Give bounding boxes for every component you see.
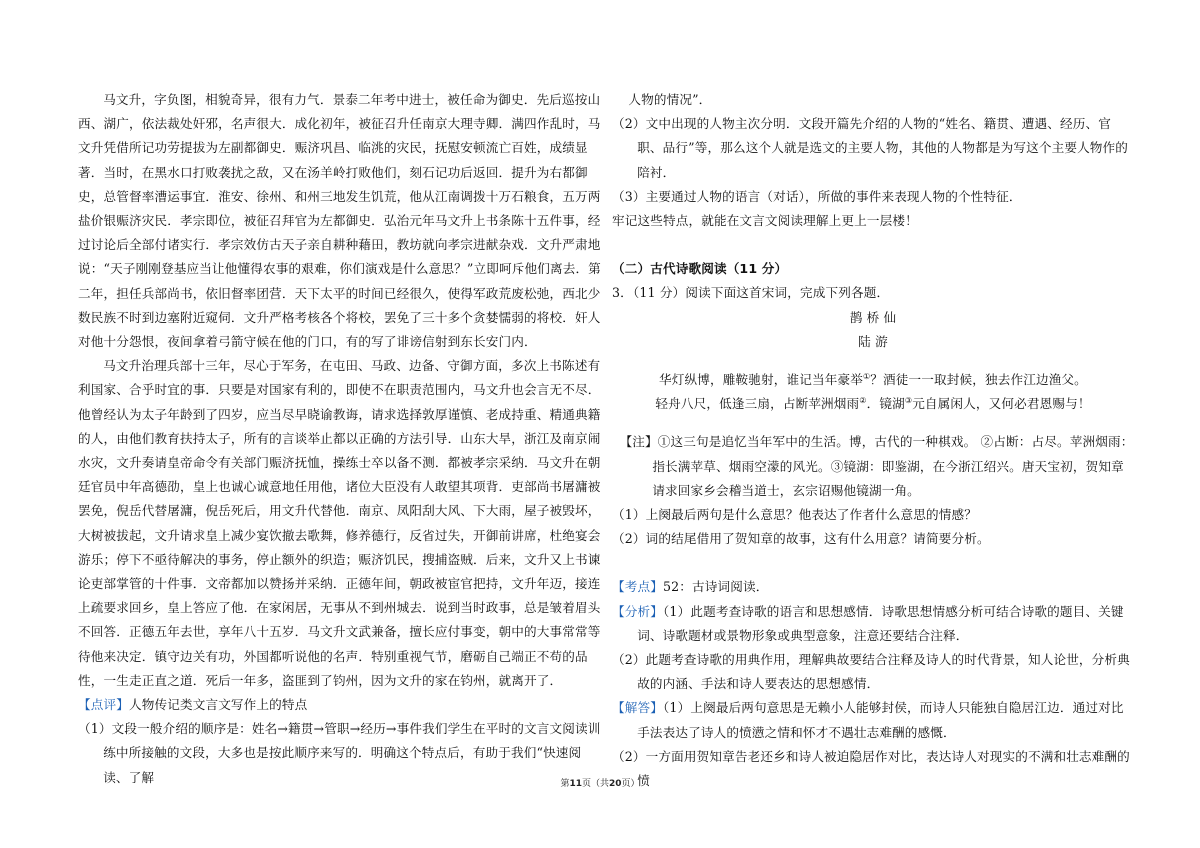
poem-line-2-part-b: ．镜湖 bbox=[866, 396, 905, 412]
review-heading bbox=[78, 693, 602, 717]
kaodian bbox=[612, 575, 1134, 599]
kaodian-tag: 【考点】 bbox=[612, 579, 663, 595]
footnote-marker-1: ① bbox=[862, 371, 871, 381]
question-text: （11 分）阅读下面这首宋词，完成下列各题． bbox=[632, 285, 890, 301]
fenxi-tag: 【分析】 bbox=[612, 603, 663, 619]
jieda-tag: 【解答】 bbox=[612, 700, 663, 716]
kaodian-text: 52：古诗词阅读． bbox=[662, 579, 769, 595]
question-3 bbox=[612, 281, 1134, 305]
jieda bbox=[612, 696, 1134, 744]
biography-paragraph-1: 马文升，字负图，相貌奇异，很有力气．景泰二年考中进士，被任命为御史．先后巡按山西、湖广，依法裁处奸邪，名声很大．成化初年，被征召升任南京大理寺卿．满四作乱时，马文升凭借所记功劳提拔为左副都御史．赈济巩昌、临洮的灾民，抚慰安顿流亡百姓，成绩显著．当时，在黑水口打败袭扰之敌，又在汤羊岭打败他们，刻石记功后返回．提升为右都御史，总管督率漕运事宜．淮安、徐州、和州三地发生饥荒，他从江南调拨十万石粮食，五万两盐价银赈济灾民．孝宗即位，被征召拜官为左都御史．弘治元年马文升上书条陈十五件事，经过讨论后全部付诸实行．孝宗效仿古天子亲自耕种藉田，教坊就向孝宗进献杂戏．文升严肃地说：“天子刚刚登基应当让他懂得农事的艰难，你们演戏是什么意思？”立即呵斥他们离去．第二年，担任兵部尚书，依旧督率团营．天下太平的时间已经很久，使得军政荒废松弛，西北少数民族不时到边塞附近窥伺．文升严格考核各个将校，罢免了三十多个贪婪懦弱的将校．奸人对他十分怨恨，夜间拿着弓箭守候在他的门口，有的写了诽谤信射到东长安门内． bbox=[78, 92, 601, 350]
review-title: 人物传记类文言文写作上的特点 bbox=[128, 697, 308, 713]
review-point-3: （3）主要通过人物的语言（对话），所做的事件来表现人物的个性特征． bbox=[612, 188, 1022, 204]
poem-line-2-part-a: 轻舟八尺，低逢三扇，占断苹洲烟雨 bbox=[655, 396, 860, 412]
page-footer bbox=[0, 776, 1200, 789]
poem-title: 鹊 桥 仙 bbox=[849, 309, 897, 325]
fenxi-text: （1）此题考查诗歌的语言和思想感情．诗歌思想情感分析可结合诗歌的题目、关键词、诗歌题材或景物形象或典型意象，注意还要结合注释． bbox=[637, 603, 1124, 643]
review-summary: 牢记这些特点，就能在文言文阅读理解上更上一层楼！ bbox=[612, 213, 918, 229]
question-number: 3． bbox=[612, 285, 633, 301]
jieda-2: （2）一方面用贺知章告老还乡和诗人被迫隐居作对比，表达诗人对现实的不满和壮志难酬的愤 bbox=[612, 748, 1130, 789]
sub-question-1: （1）上阕最后两句是什么意思？他表达了作者什么意思的情感？ bbox=[612, 507, 977, 523]
section-title: （二）古代诗歌阅读（11 分） bbox=[612, 261, 788, 277]
footnote-marker-3: ③ bbox=[904, 396, 913, 406]
poem-note: 【注】①这三句是追忆当年军中的生活。博，古代的一种棋戏。 ②占断：占尽。苹洲烟雨：指长满苹草、烟雨空濛的风光。③镜湖：即鉴湖，在今浙江绍兴。唐天宝初，贺知章请求回家乡会稽当道士，玄宗诏赐他镜湖一角。 bbox=[619, 434, 1134, 498]
review-point-1-continued: 人物的情况”． bbox=[628, 92, 712, 107]
poem-line-2-part-c: 元自属闲人，又何必君恩赐与！ bbox=[912, 396, 1091, 412]
review-point-1: （1）文段一般介绍的顺序是：姓名→籍贯→管职→经历→事件我们学生在平时的文言文阅读训练中所接触的文段，大多也是按此顺序来写的．明确这个特点后，有助于我们“快速阅读、了解 bbox=[78, 721, 601, 785]
jieda-text: （1）上阕最后两句意思是无赖小人能够封侯，而诗人只能独自隐居江边．通过对比手法表达了诗人的愤懑之情和怀才不遇壮志难酬的感慨． bbox=[637, 700, 1124, 740]
poem-line-2 bbox=[612, 392, 1134, 416]
footer-middle: 页（共 bbox=[581, 779, 609, 789]
footer-prefix: 第 bbox=[560, 779, 570, 789]
footer-suffix: 页） bbox=[621, 779, 640, 789]
left-column bbox=[78, 88, 602, 790]
right-column bbox=[612, 88, 1134, 793]
footnote-marker-2: ② bbox=[859, 396, 867, 406]
biography-paragraph-2: 马文升治理兵部十三年，尽心于军务，在屯田、马政、边备、守御方面，多次上书陈述有利国家、合乎时宜的事．只要是对国家有利的，即使不在职责范围内，马文升也会言无不尽．他曾经认为太子年龄到了四岁，应当尽早晓谕教诲，请求选择敦厚谨慎、老成持重、精通典籍的人，由他们教育扶持太子，所有的言谈举止都以正确的方法引导．山东大旱，浙江及南京闹水灾，文升奏请皇帝命令有关部门赈济抚恤，操练士卒以备不测．都被孝宗采纳．马文升在朝廷官员中年高德劭，皇上也诚心诚意地任用他，诸位大臣没有人敢望其项背．吏部尚书屠滽被罢免，倪岳代替屠滽，倪岳死后，用文升代替他．南京、凤阳刮大风、下大雨，屋子被毁坏，大树被拔起，文升请求皇上减少宴饮撤去歌舞，修养德行，反省过失，开御前讲席，杜绝宴会游乐；停下不亟待解决的事务，停止额外的织造；赈济饥民，搜捕盗贼．后来，文升又上书谏论吏部掌管的十件事．文帝都加以赞扬并采纳．正德年间，朝政被宦官把持，文升年迈，接连上疏要求回乡，皇上答应了他．在家闲居，无事从不到州城去．说到当时政事，总是皱着眉头不回答．正德五年去世，享年八十五岁．马文升文武兼备，擅长应付事变，朝中的大事常常等待他来决定．镇守边关有功，外国都听说他的名声．特别重视气节，磨砺自己端正不苟的品性，一生走正直之道．死后一年多，盗匪到了钧州，因为文升的家在钧州，就离开了． bbox=[78, 358, 601, 688]
poem-author: 陆 游 bbox=[858, 333, 888, 349]
total-pages: 20 bbox=[609, 779, 622, 789]
poem-line-1-part-a: 华灯纵博，雕鞍驰射，谁记当年豪举 bbox=[659, 372, 863, 388]
page-number: 11 bbox=[569, 779, 582, 789]
fenxi-2: （2）此题考查诗歌的用典作用，理解典故要结合注释及诗人的时代背景，知人论世，分析典故的内涵、手法和诗人要表达的思想感情． bbox=[612, 652, 1130, 692]
review-tag: 【点评】 bbox=[78, 697, 129, 713]
sub-question-2: （2）词的结尾借用了贺知章的故事，这有什么用意？请简要分析。 bbox=[612, 531, 990, 547]
review-point-2: （2）文中出现的人物主次分明．文段开篇先介绍的人物的“姓名、籍贯、遭遇、经历、官职、品行”等，那么这个人就是选文的主要人物，其他的人物都是为写这个主要人物作的陪衬． bbox=[612, 116, 1129, 180]
poem-line-1 bbox=[612, 368, 1134, 392]
poem-line-1-part-b: ？酒徒一一取封候，独去作江边渔父。 bbox=[870, 372, 1087, 388]
fenxi bbox=[612, 600, 1134, 648]
